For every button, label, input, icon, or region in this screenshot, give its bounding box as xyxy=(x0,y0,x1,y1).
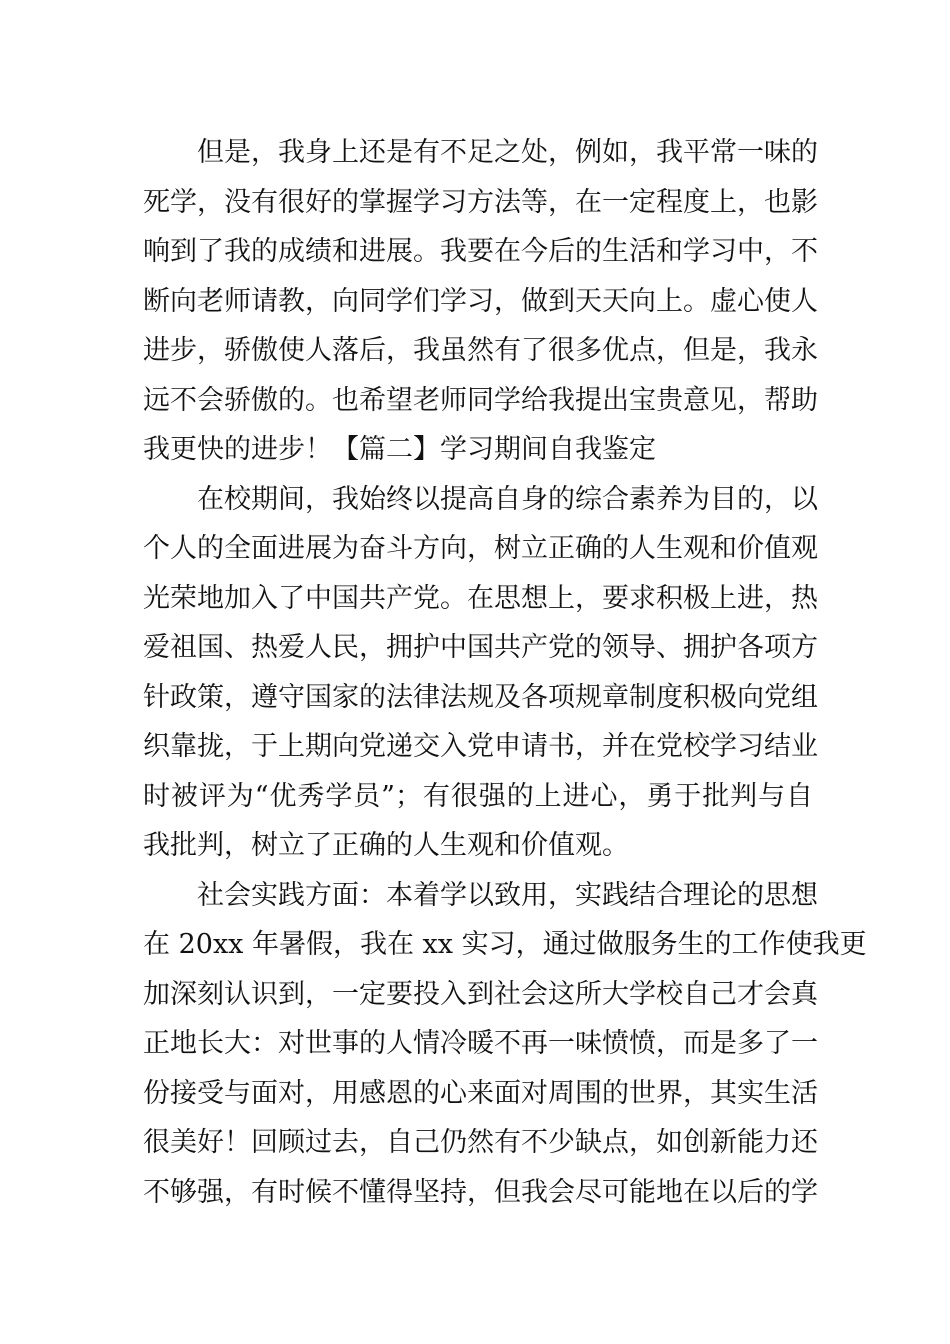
text-line: 远不会骄傲的。也希望老师同学给我提出宝贵意见，帮助 xyxy=(143,384,818,416)
text-line: 时被评为“优秀学员”；有很强的上进心，勇于批判与自 xyxy=(143,780,813,812)
text-line: 我更快的进步！【篇二】学习期间自我鉴定 xyxy=(143,434,656,465)
text-line: 不够强，有时候不懂得坚持，但我会尽可能地在以后的学 xyxy=(143,1176,818,1208)
text-line: 断向老师请教，向同学们学习，做到天天向上。虚心使人 xyxy=(143,285,818,317)
text-line: 光荣地加入了中国共产党。在思想上，要求积极上进，热 xyxy=(143,582,818,614)
text-line: 在 20xx 年暑假，我在 xx 实习，通过做服务生的工作使我更 xyxy=(143,929,867,960)
text-line: 在校期间，我始终以提高自身的综合素养为目的，以 xyxy=(197,483,818,515)
text-line: 份接受与面对，用感恩的心来面对周围的世界，其实生活 xyxy=(143,1077,818,1109)
text-line: 正地长大：对世事的人情冷暖不再一味愤愤，而是多了一 xyxy=(143,1028,818,1059)
text-line: 爱祖国、热爱人民，拥护中国共产党的领导、拥护各项方 xyxy=(143,632,818,663)
text-line: 个人的全面进展为奋斗方向，树立正确的人生观和价值观 xyxy=(143,533,818,564)
text-line: 织靠拢，于上期向党递交入党申请书，并在党校学习结业 xyxy=(143,731,818,762)
text-line: 针政策，遵守国家的法律法规及各项规章制度积极向党组 xyxy=(143,681,818,713)
text-line: 我批判，树立了正确的人生观和价值观。 xyxy=(143,830,629,861)
text-line: 死学，没有很好的掌握学习方法等，在一定程度上，也影 xyxy=(143,186,818,218)
text-line: 很美好！回顾过去，自己仍然有不少缺点，如创新能力还 xyxy=(143,1127,818,1158)
text-line: 加深刻认识到，一定要投入到社会这所大学校自己才会真 xyxy=(143,978,818,1010)
document-body xyxy=(143,128,867,1217)
text-line: 但是，我身上还是有不足之处，例如，我平常一味的 xyxy=(197,137,818,168)
text-line: 进步，骄傲使人落后，我虽然有了很多优点，但是，我永 xyxy=(143,335,818,366)
text-line: 社会实践方面：本着学以致用，实践结合理论的思想 xyxy=(197,879,818,911)
text-line: 响到了我的成绩和进展。我要在今后的生活和学习中，不 xyxy=(143,236,818,267)
